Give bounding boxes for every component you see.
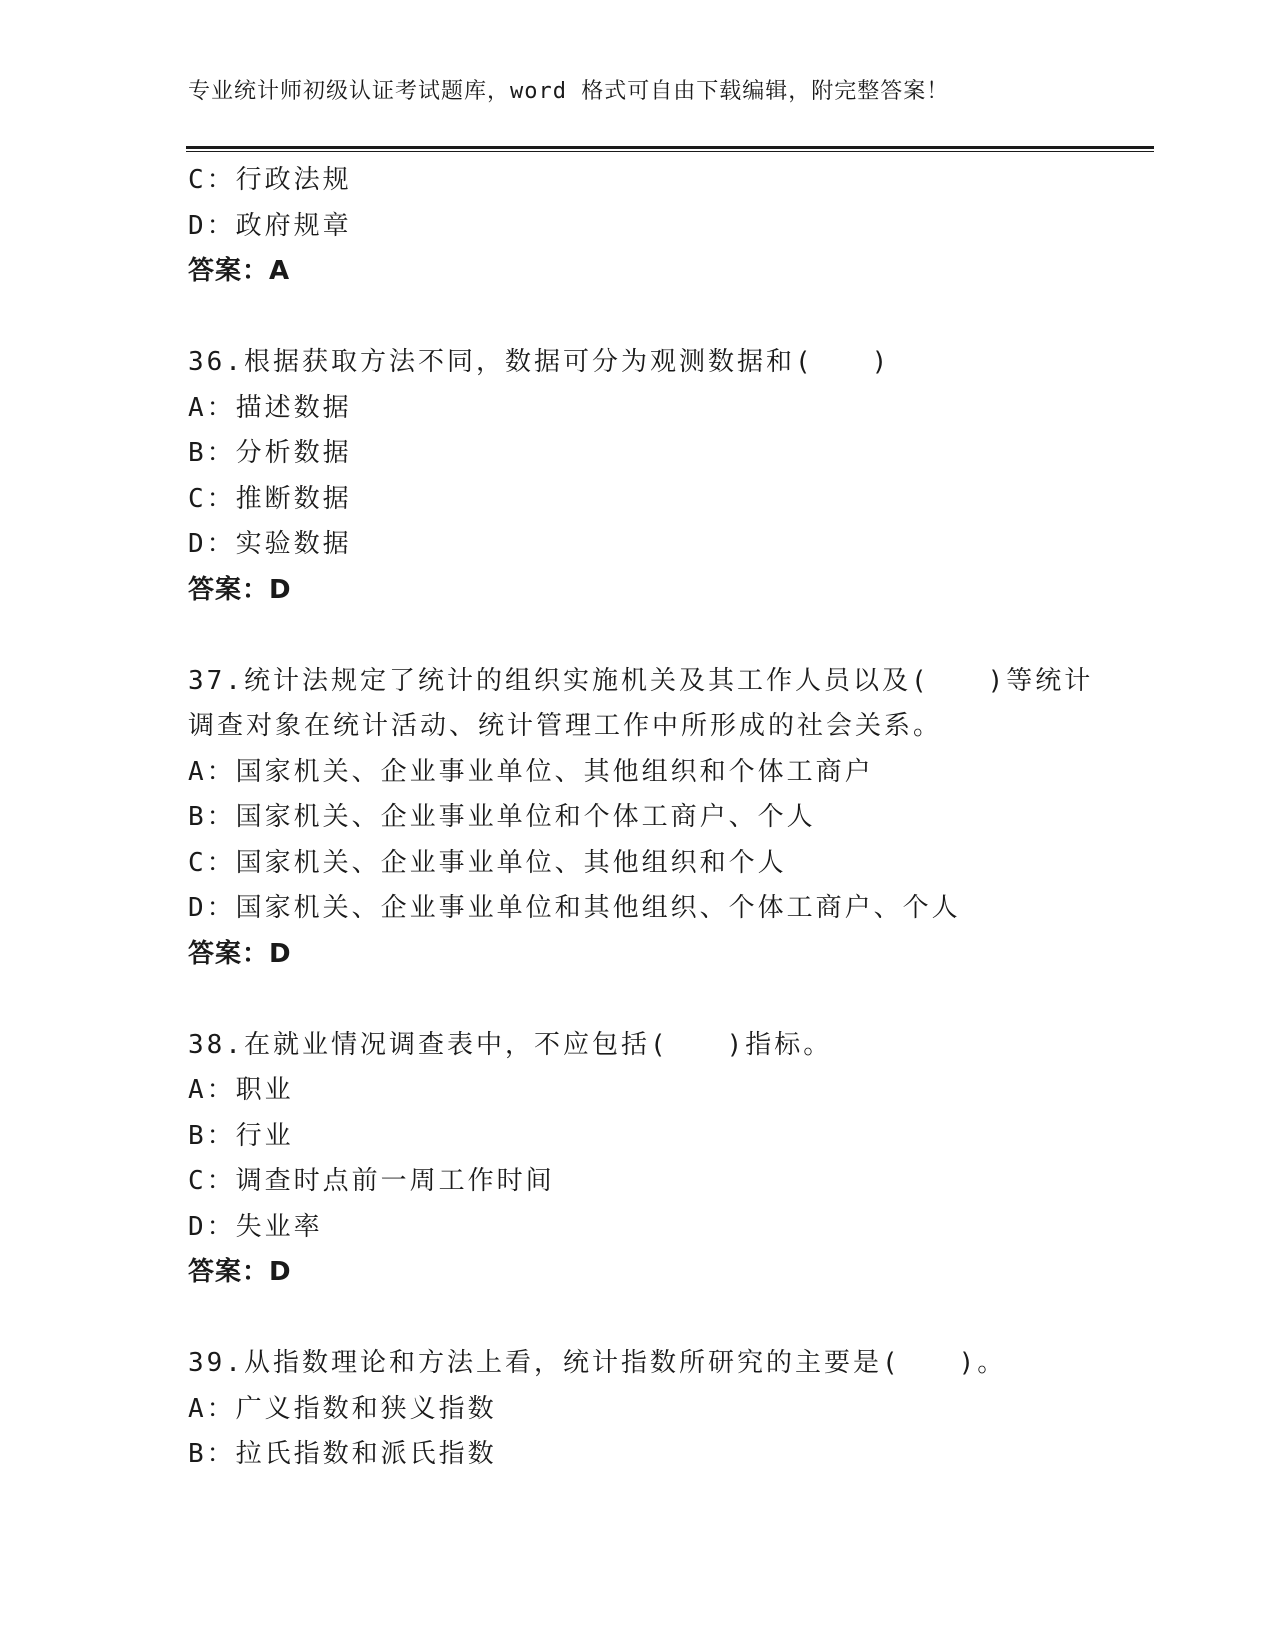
question-39 xyxy=(188,1341,1088,1478)
option-c: C：调查时点前一周工作时间 xyxy=(188,1166,555,1196)
question-38 xyxy=(188,1023,1088,1296)
option-b: B：行业 xyxy=(188,1120,294,1151)
option-a: A：职业 xyxy=(188,1075,294,1105)
option-d: D：政府规章 xyxy=(188,210,352,241)
spacer xyxy=(188,613,1088,659)
option-c: C：行政法规 xyxy=(188,165,352,195)
option-b: B：分析数据 xyxy=(188,438,352,468)
option-a: A：描述数据 xyxy=(188,392,352,423)
question-36 xyxy=(188,340,1088,613)
option-d: D：实验数据 xyxy=(188,529,352,559)
header-divider xyxy=(186,146,1154,152)
question-text-continued: 调查对象在统计活动、统计管理工作中所形成的社会关系。 xyxy=(188,711,943,741)
answer: 答案：D xyxy=(188,1257,292,1287)
option-a: A：广义指数和狭义指数 xyxy=(188,1393,497,1424)
option-d: D：失业率 xyxy=(188,1211,323,1242)
document-body xyxy=(188,158,1094,1478)
page-header: 专业统计师初级认证考试题库，word 格式可自由下载编辑，附完整答案！ xyxy=(188,79,950,104)
option-c: C：国家机关、企业事业单位、其他组织和个人 xyxy=(188,847,787,878)
answer: 答案：A xyxy=(188,256,291,286)
spacer xyxy=(188,1296,1088,1342)
spacer xyxy=(188,295,1088,341)
question-37 xyxy=(188,659,1094,978)
option-b: B：拉氏指数和派氏指数 xyxy=(188,1439,497,1469)
option-d: D：国家机关、企业事业单位和其他组织、个体工商户、个人 xyxy=(188,893,961,923)
answer: 答案：D xyxy=(188,574,292,605)
option-c: C：推断数据 xyxy=(188,483,352,514)
question-text: 37.统计法规定了统计的组织实施机关及其工作人员以及( )等统计 xyxy=(188,665,1094,696)
question-text: 36.根据获取方法不同，数据可分为观测数据和( ) xyxy=(188,347,891,377)
spacer xyxy=(188,977,1088,1023)
option-a: A：国家机关、企业事业单位、其他组织和个体工商户 xyxy=(188,756,874,787)
answer: 答案：D xyxy=(188,938,292,969)
option-b: B：国家机关、企业事业单位和个体工商户、个人 xyxy=(188,802,816,832)
question-text: 39.从指数理论和方法上看，统计指数所研究的主要是( )。 xyxy=(188,1348,1007,1378)
question-text: 38.在就业情况调查表中，不应包括( )指标。 xyxy=(188,1029,833,1060)
